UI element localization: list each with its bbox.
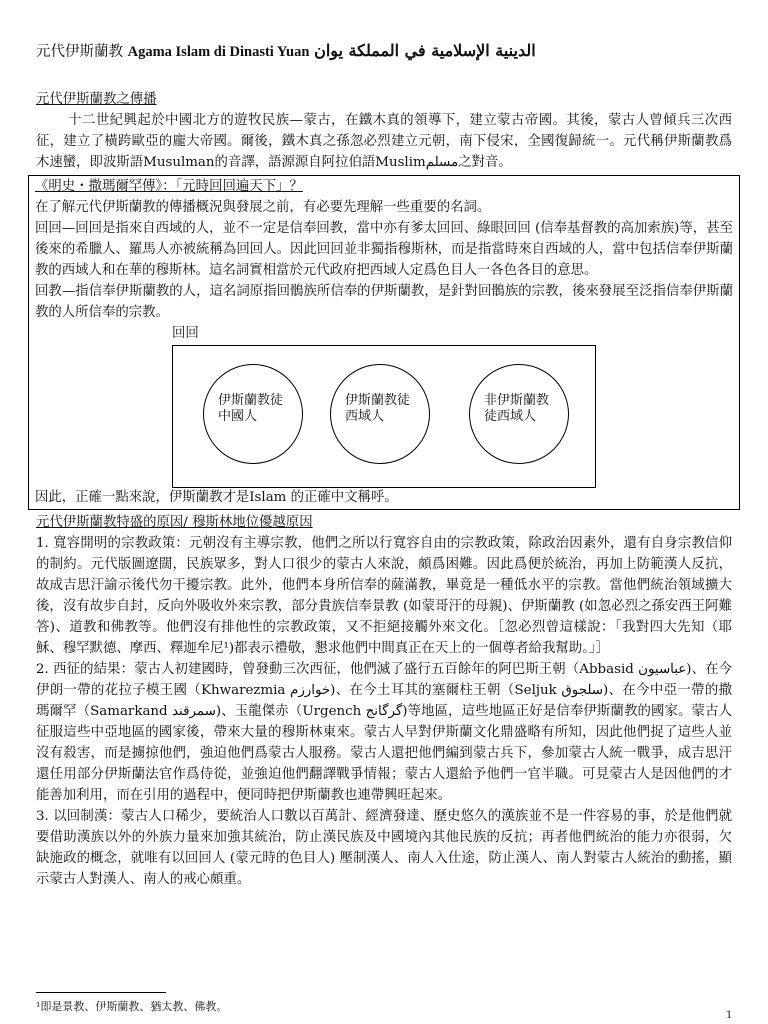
title-chinese: 元代伊斯蘭教	[36, 44, 123, 60]
box-huihui-definition: 回回—回回是指來自西域的人，並不一定是信奉回教，當中亦有爹太回回、綠眼回回 (信奉基督教的高加索族)等，甚至後來的希臘人、羅馬人亦被統稱為回回人。因此回回並非獨指穆斯林，而是指當時來自西域的人，當中包括信奉伊斯蘭教的西域人和在華的穆斯林。這名詞實相當於元代政府把西域人定爲色目人一各色各目的意思。	[35, 221, 733, 278]
circle-label: 非伊斯蘭教徒西域人	[484, 393, 550, 424]
footnote-divider	[36, 992, 166, 993]
box-conclusion: 因此，正確一點來說，伊斯蘭教才是Islam 的正確中文稱呼。	[35, 490, 398, 505]
circle-western-non-muslim	[469, 364, 569, 464]
circle-label: 伊斯蘭教徒中國人	[218, 393, 284, 424]
circle-label: 伊斯蘭教徒西域人	[345, 393, 411, 424]
section1-heading: 元代伊斯蘭教之傳播	[36, 92, 157, 107]
box-huijiao-definition: 回教—指信奉伊斯蘭教的人，這名詞原指回鶻族所信奉的伊斯蘭教，是針對回鶻族的宗教，後來發展至泛指信奉伊斯蘭教的人所信奉的宗教。	[35, 284, 733, 320]
reason-1: 1. 寬容開明的宗教政策：元朝沒有主導宗教，他們之所以行寬容自由的宗教政策，除政治因素外，還有自身宗教信仰的制約。元代版圖遼闊，民族眾多，對人口很少的蒙古人來說，頗爲困難。因此爲便於統治，再加上防範漢人反抗，故成吉思汗諭示後代勿干擾宗教。此外，他們本身所信奉的薩滿教，畢竟是一種低水平的宗教。當他們統治領域擴大後，沒有故步自封，反向外吸收外來宗教，部分貴族信奉景教 (如蒙哥汗的母親)、伊斯蘭教 (如忽必烈之孫安西王阿難答)、道教和佛教等。他們沒有排他性的宗教政策，又不拒絕接觸外來文化。［忽必烈曾這樣說：「我對四大先知（耶穌、穆罕默德、摩西、釋迦牟尼¹)都表示禮敬，懇求他們中間真正在天上的一個尊者給我幫助。」］	[36, 536, 732, 656]
definition-box	[28, 175, 740, 510]
document-title	[36, 40, 732, 63]
section1-paragraph: 十二世紀興起於中國北方的遊牧民族—蒙古，在鐵木真的領導下，建立蒙古帝國。其後，蒙古人曾傾兵三次西征，建立了橫跨歐亞的龐大帝國。爾後，鐵木真之孫忽必烈建立元朝，南下侵宋，全國復歸統一。元代稱伊斯蘭教爲木速蠻，即波斯語Musulman的音譯，語源源自阿拉伯語Muslimمسلم之對音。	[36, 113, 732, 170]
reason-2: 2. 西征的結果：蒙古人初建國時，曾發動三次西征，他們滅了盛行五百餘年的阿巴斯王朝（Abbasid عباسيون)、在今伊朗一帶的花拉子模王國（Khwarezmia خوارزم)、在今土耳其的塞爾柱王朝（Seljuk سلجوق)、在今中亞一帶的撒瑪爾罕（Samarkand سمرقند)、玉龍傑赤（Urgench گرگانج)等地區，這些地區正好是信奉伊斯蘭教的國家。蒙古人征服這些中亞地區的國家後，帶來大量的穆斯林東來。蒙古人早對伊斯蘭文化鼎盛略有所知，因此他們捉了這些人並沒有殺害，而是擄掠他們，強迫他們爲蒙古人服務。蒙古人還把他們編到蒙古兵下，參加蒙古人統一戰爭，成吉思汗還任用部分伊斯蘭法官作爲侍從，並強迫他們翻譯戰爭情報；蒙古人還給予他們一官半職。可見蒙古人是因他們的才能善加利用，而在引用的過程中，便同時把伊斯蘭教也連帶興旺起來。	[36, 662, 732, 803]
page-number: 1	[726, 1010, 733, 1021]
circle-chinese-muslim	[203, 364, 303, 464]
reason-3: 3. 以回制漢：蒙古人口稀少，要統治人口數以百萬計、經濟發達、歷史悠久的漢族並不是一件容易的事，於是他們就要借助漢族以外的外族力量來加強其統治，防止漢民族及中國境內其他民族的反抗；再者他們統治的能力亦很弱，欠缺施政的概念，就唯有以回回人 (蒙元時的色目人) 壓制漢人、南人入仕途，防止漢人、南人對蒙古人統治的動搖，顯示蒙古人對漢人、南人的戒心頗重。	[36, 809, 732, 887]
diagram-frame	[172, 345, 596, 488]
title-latin: Agama Islam di Dinasti Yuan	[127, 44, 310, 60]
title-arabic: الدينية الإسلامية في المملكة يوان	[314, 41, 536, 60]
box-intro: 在了解元代伊斯蘭教的傳播概況與發展之前，有必要先理解一些重要的名詞。	[35, 200, 491, 215]
circle-western-muslim	[330, 364, 430, 464]
footnote: ¹即是景教、伊斯蘭教、猶太教、佛教。	[36, 1000, 228, 1013]
box-heading: 《明史・撒瑪爾罕傳》：「元時回回遍天下」？	[35, 179, 303, 194]
diagram-label: 回回	[172, 326, 199, 341]
section2-heading: 元代伊斯蘭教特盛的原因/ 穆斯林地位優越原因	[36, 515, 313, 530]
document-page	[36, 40, 732, 890]
huihui-diagram	[35, 323, 733, 487]
